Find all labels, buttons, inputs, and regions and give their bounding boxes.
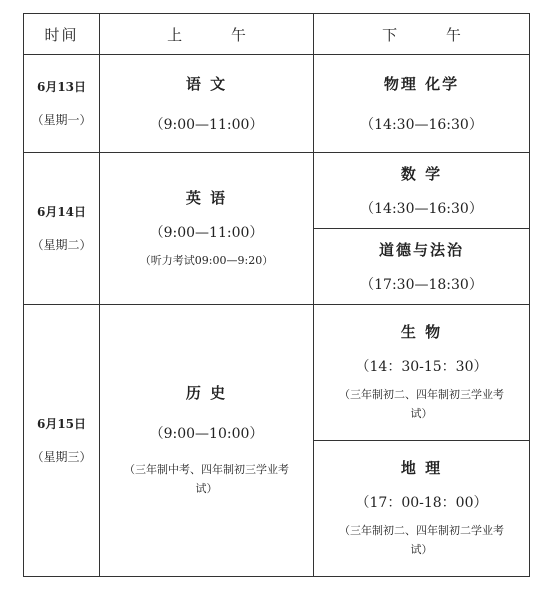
note-label: （三年制初二、四年制初三学业考试） [339, 388, 504, 420]
time-label: （9:00—10:00） [149, 426, 264, 443]
header-time: 时间 [24, 14, 100, 55]
note-label: （三年制中考、四年制初三学业考试） [124, 463, 289, 495]
date-label: 6月13日 [36, 79, 87, 94]
note-label: （听力考试09:00—9:20） [139, 253, 274, 267]
header-morning: 上 午 [100, 14, 314, 55]
afternoon-cell [314, 441, 530, 577]
time-label: （14：30-15：30） [355, 359, 488, 376]
table-row [24, 55, 530, 153]
subject-label: 语 文 [185, 75, 228, 93]
date-label: 6月14日 [36, 204, 87, 219]
exam-schedule-table [23, 13, 530, 577]
date-label: 6月15日 [36, 416, 87, 431]
subject-label: 生 物 [400, 323, 443, 342]
subject-label: 物理 化学 [383, 75, 460, 93]
date-cell [24, 55, 100, 153]
subject-label: 道德与法治 [378, 241, 464, 259]
subject-label: 地 理 [400, 459, 443, 478]
time-label: （17:30—18:30） [360, 277, 483, 293]
afternoon-cell [314, 153, 530, 229]
table-row [24, 153, 530, 229]
time-label: （9:00—11:00） [149, 224, 264, 241]
time-label: （9:00—11:00） [149, 117, 264, 133]
header-row [24, 14, 530, 55]
weekday-label: （星期三） [31, 449, 92, 464]
subject-label: 英 语 [185, 188, 228, 207]
date-cell [24, 305, 100, 577]
subject-label: 数 学 [400, 165, 443, 183]
note-label: （三年制初二、四年制初二学业考试） [339, 524, 504, 556]
morning-cell [100, 153, 314, 305]
afternoon-cell [314, 55, 530, 153]
time-label: （14:30—16:30） [360, 117, 483, 133]
morning-cell [100, 305, 314, 577]
weekday-label: （星期一） [31, 112, 92, 127]
weekday-label: （星期二） [31, 237, 92, 252]
morning-cell [100, 55, 314, 153]
date-cell [24, 153, 100, 305]
time-label: （17：00-18：00） [355, 495, 488, 512]
afternoon-cell [314, 305, 530, 441]
table-row [24, 305, 530, 441]
header-afternoon: 下 午 [314, 14, 530, 55]
time-label: （14:30—16:30） [360, 201, 483, 217]
subject-label: 历 史 [185, 384, 228, 403]
afternoon-cell [314, 229, 530, 305]
